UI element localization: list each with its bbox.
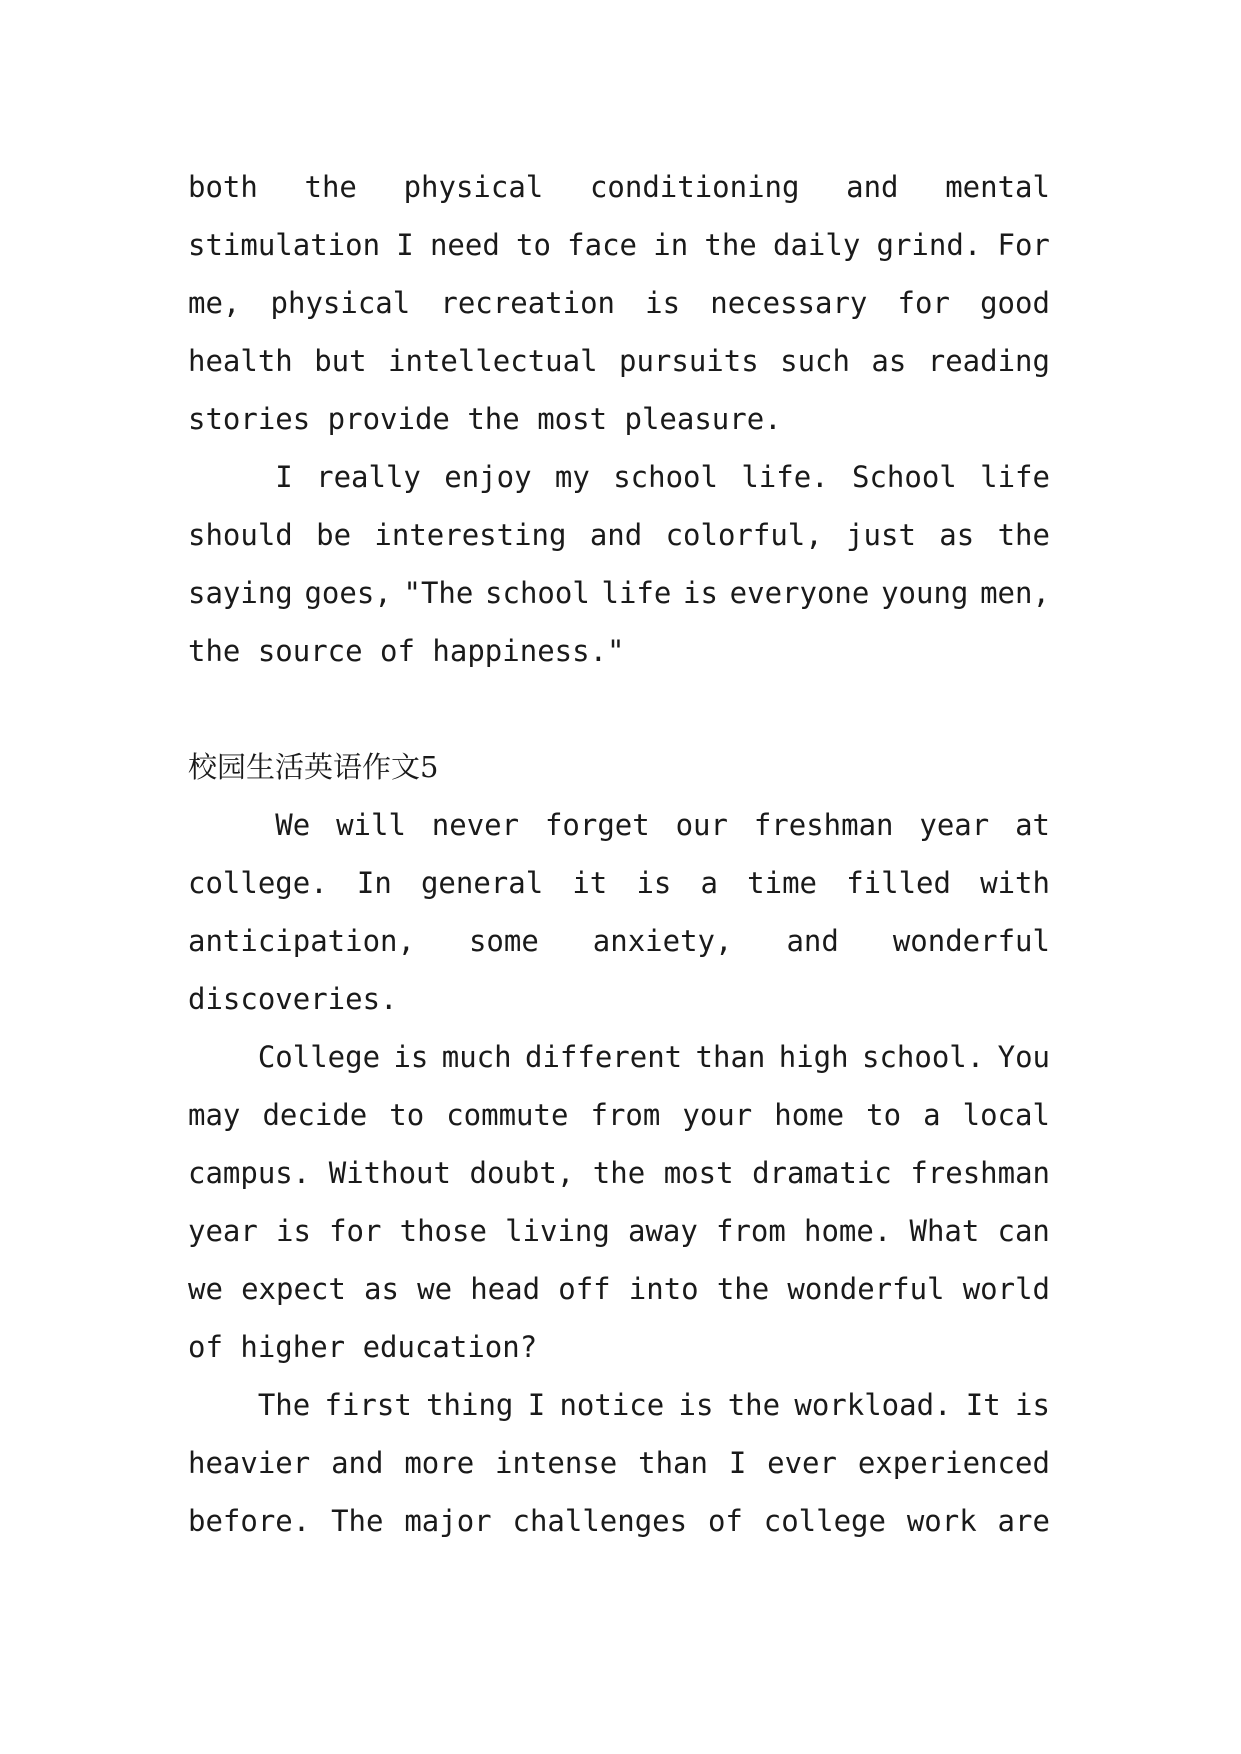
word: necessary: [710, 286, 868, 320]
word: and: [331, 1446, 384, 1480]
text-line: [188, 332, 1050, 390]
word: thing: [426, 1388, 514, 1422]
word: school: [613, 460, 718, 494]
word: College: [188, 1040, 381, 1074]
word: school: [485, 576, 590, 610]
word: and: [786, 924, 839, 958]
word: college: [763, 1504, 886, 1538]
line-text: stories provide the most pleasure.: [188, 402, 782, 436]
word: than: [695, 1040, 766, 1074]
word: major: [404, 1504, 492, 1538]
word: The: [331, 1504, 384, 1538]
text-line: [188, 158, 1050, 216]
word: for: [329, 1214, 382, 1248]
word: of: [707, 1504, 743, 1538]
word: at: [1015, 808, 1050, 842]
word: interesting: [374, 518, 567, 552]
word: men,: [980, 576, 1050, 610]
word: such: [780, 344, 850, 378]
word: may: [188, 1098, 241, 1132]
text-line: [188, 1086, 1050, 1144]
word: freshman: [910, 1156, 1050, 1190]
word: The: [188, 1388, 311, 1422]
word: I: [728, 1446, 747, 1480]
word: home.: [804, 1214, 892, 1248]
text-line: [188, 1434, 1050, 1492]
word: intellectual: [388, 344, 598, 378]
word: expect: [241, 1272, 346, 1306]
word: saying: [188, 576, 293, 610]
word: the: [592, 1156, 646, 1190]
word: filled: [846, 866, 951, 900]
word: For: [997, 228, 1050, 262]
word: be: [316, 518, 352, 552]
line-text: discoveries.: [188, 982, 398, 1016]
word: everyone: [729, 576, 870, 610]
paragraph-p5: [188, 1376, 1050, 1550]
word: I: [188, 460, 293, 494]
text-line: [188, 564, 1050, 622]
word: the: [704, 228, 757, 262]
word: into: [628, 1272, 699, 1306]
word: reading: [927, 344, 1050, 378]
word: is: [678, 1388, 714, 1422]
word: need: [429, 228, 500, 262]
text-line: [188, 216, 1050, 274]
word: a: [700, 866, 718, 900]
word: colorful,: [665, 518, 823, 552]
word: time: [747, 866, 818, 900]
word: with: [980, 866, 1050, 900]
word: is: [393, 1040, 429, 1074]
word: mental: [945, 170, 1050, 204]
word: really: [316, 460, 421, 494]
word: campus.: [188, 1156, 311, 1190]
word: home: [774, 1098, 845, 1132]
word: life.: [741, 460, 829, 494]
word: "The: [403, 576, 474, 610]
word: decide: [262, 1098, 368, 1132]
word: face: [567, 228, 638, 262]
word: ever: [767, 1446, 837, 1480]
word: In: [356, 866, 392, 900]
word: recreation: [440, 286, 615, 320]
text-line: [188, 854, 1050, 912]
word: as: [871, 344, 907, 378]
word: commute: [446, 1098, 569, 1132]
word: are: [997, 1504, 1050, 1538]
word: physical: [270, 286, 411, 320]
word: our: [675, 808, 728, 842]
word: health: [188, 344, 293, 378]
word: to: [866, 1098, 902, 1132]
word: forget: [544, 808, 650, 842]
word: goes,: [304, 576, 392, 610]
word: some: [468, 924, 539, 958]
section-spacer: [188, 680, 1050, 738]
word: high: [778, 1040, 849, 1074]
word: is: [276, 1214, 311, 1248]
text-line: [188, 448, 1050, 506]
word: freshman: [753, 808, 894, 842]
text-line: [188, 796, 1050, 854]
word: life: [980, 460, 1050, 494]
word: stimulation: [188, 228, 381, 262]
text-line: [188, 1318, 1050, 1376]
text-line: [188, 1260, 1050, 1318]
word: physical: [403, 170, 544, 204]
text-line: [188, 390, 1050, 448]
text-line: [188, 1202, 1050, 1260]
word: It: [965, 1388, 1001, 1422]
word: we: [188, 1272, 223, 1306]
word: in: [653, 228, 689, 262]
word: a: [923, 1098, 941, 1132]
word: college.: [188, 866, 328, 900]
word: both: [188, 170, 258, 204]
word: to: [389, 1098, 425, 1132]
text-line: [188, 274, 1050, 332]
word: heavier: [188, 1446, 311, 1480]
word: different: [525, 1040, 683, 1074]
word: most: [663, 1156, 734, 1190]
word: than: [638, 1446, 708, 1480]
word: to: [516, 228, 551, 262]
text-line: [188, 970, 1050, 1028]
word: year: [188, 1214, 258, 1248]
word: anticipation,: [188, 924, 415, 958]
line-text: of higher education?: [188, 1330, 538, 1364]
text-line: [188, 1376, 1050, 1434]
text-line: [188, 1144, 1050, 1202]
word: and: [846, 170, 899, 204]
word: is: [1014, 1388, 1050, 1422]
text-line: [188, 1028, 1050, 1086]
word: should: [188, 518, 293, 552]
word: Without: [328, 1156, 451, 1190]
word: and: [589, 518, 643, 552]
text-line: [188, 506, 1050, 564]
section-heading-text: 校园生活英语作文5: [188, 750, 439, 784]
word: general: [420, 866, 544, 900]
word: those: [399, 1214, 487, 1248]
word: but: [314, 344, 367, 378]
text-line: [188, 622, 1050, 680]
text-line: [188, 912, 1050, 970]
word: local: [962, 1098, 1050, 1132]
word: as: [939, 518, 975, 552]
word: intense: [495, 1446, 618, 1480]
word: is: [683, 576, 718, 610]
word: dramatic: [752, 1156, 892, 1190]
document-body: [188, 158, 1050, 1550]
essay-section-5: [188, 796, 1050, 1550]
word: We: [188, 808, 311, 842]
word: head: [470, 1272, 541, 1306]
word: What: [909, 1214, 980, 1248]
word: year: [919, 808, 990, 842]
word: away: [628, 1214, 698, 1248]
word: notice: [559, 1388, 665, 1422]
word: for: [897, 286, 950, 320]
word: first: [324, 1388, 412, 1422]
word: I: [396, 228, 414, 262]
word: just: [846, 518, 916, 552]
word: your: [682, 1098, 753, 1132]
word: it: [572, 866, 608, 900]
word: my: [554, 460, 590, 494]
paragraph-p2: [188, 448, 1050, 680]
word: challenges: [512, 1504, 688, 1538]
paragraph-p3: [188, 796, 1050, 1028]
word: You: [997, 1040, 1050, 1074]
word: will: [336, 808, 406, 842]
word: I: [527, 1388, 546, 1422]
word: anxiety,: [592, 924, 733, 958]
word: me,: [188, 286, 241, 320]
word: off: [558, 1272, 611, 1306]
word: more: [404, 1446, 475, 1480]
word: much: [441, 1040, 512, 1074]
word: world: [962, 1272, 1050, 1306]
word: living: [505, 1214, 610, 1248]
word: School: [852, 460, 957, 494]
line-text: the source of happiness.": [188, 634, 625, 668]
word: enjoy: [444, 460, 532, 494]
word: we: [417, 1272, 453, 1306]
word: workload.: [794, 1388, 952, 1422]
word: good: [980, 286, 1050, 320]
word: pursuits: [618, 344, 759, 378]
section-heading: [188, 738, 1050, 796]
word: is: [645, 286, 681, 320]
word: young: [881, 576, 969, 610]
text-line: [188, 1492, 1050, 1550]
word: work: [906, 1504, 977, 1538]
word: as: [364, 1272, 399, 1306]
word: wonderful: [787, 1272, 945, 1306]
word: from: [716, 1214, 786, 1248]
essay-section-4-ending: [188, 158, 1050, 680]
word: life: [601, 576, 672, 610]
word: wonderful: [892, 924, 1050, 958]
word: doubt,: [469, 1156, 575, 1190]
word: the: [727, 1388, 781, 1422]
word: daily: [772, 228, 861, 262]
word: conditioning: [589, 170, 800, 204]
word: before.: [188, 1504, 311, 1538]
paragraph-p1: [188, 158, 1050, 448]
word: never: [431, 808, 520, 842]
word: the: [304, 170, 357, 204]
word: from: [590, 1098, 661, 1132]
word: the: [997, 518, 1050, 552]
word: the: [716, 1272, 770, 1306]
word: is: [636, 866, 672, 900]
word: school.: [862, 1040, 985, 1074]
paragraph-p4: [188, 1028, 1050, 1376]
word: experienced: [857, 1446, 1050, 1480]
word: grind.: [876, 228, 982, 262]
word: can: [997, 1214, 1050, 1248]
